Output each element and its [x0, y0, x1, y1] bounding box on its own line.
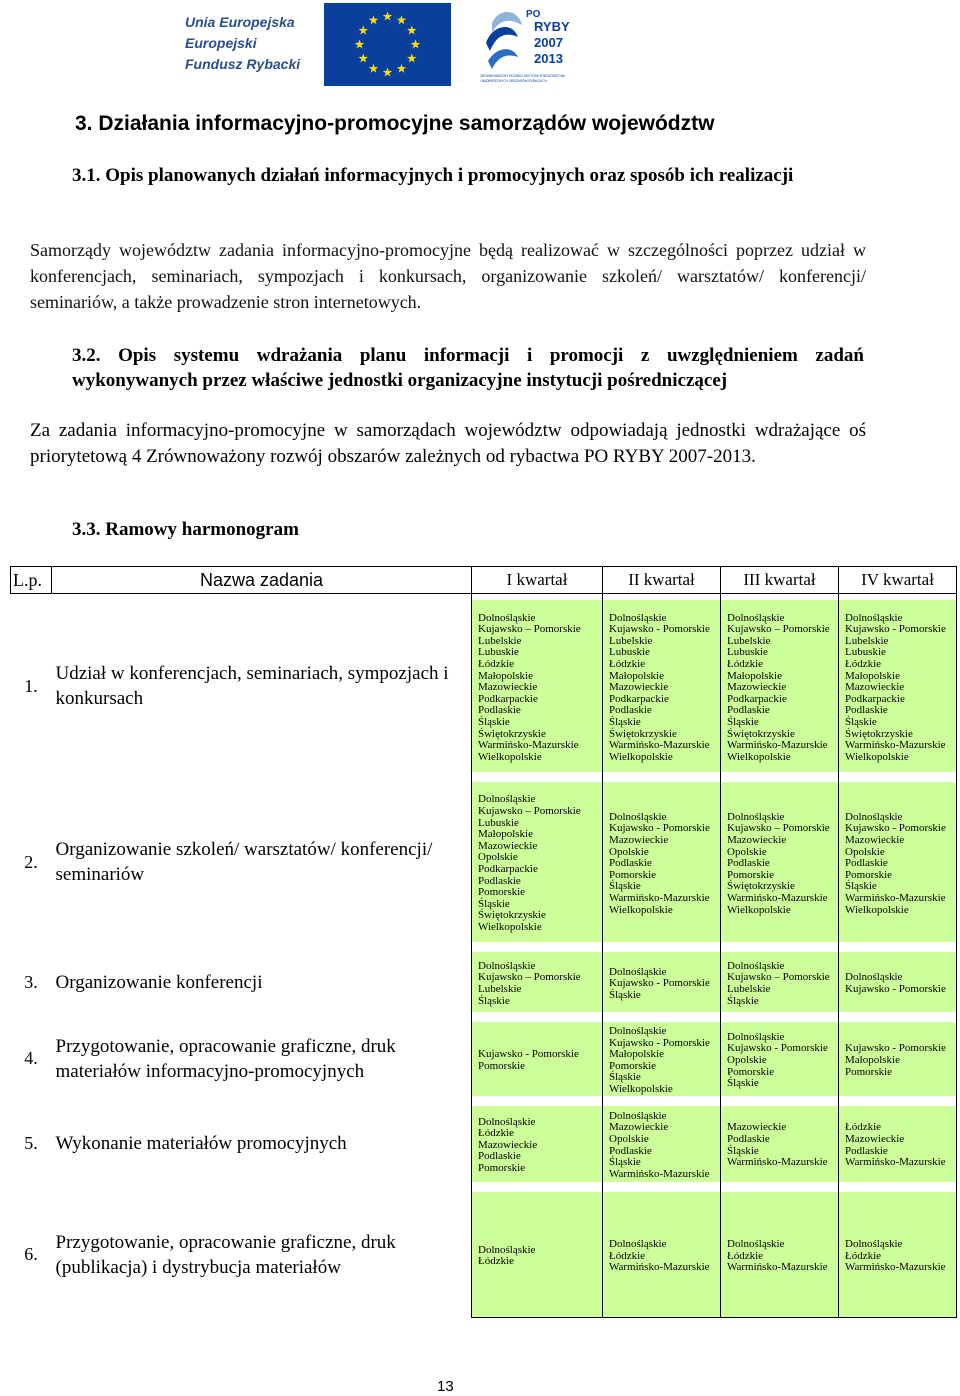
eu-fund-logo-text — [185, 12, 300, 75]
region-name: Dolnośląskie — [478, 959, 536, 972]
table-row — [11, 1106, 957, 1182]
region-name: Małopolskie — [609, 1048, 664, 1061]
region-name: Świętokrzyskie — [478, 909, 546, 922]
region-name: Wielkopolskie — [609, 750, 673, 763]
region-name: Małopolskie — [727, 669, 782, 682]
eu-star-icon — [407, 54, 417, 63]
task-name: Organizowanie szkoleń/ warsztatów/ konferencji/ seminariów — [55, 839, 433, 885]
region-name: Podlaskie — [727, 704, 770, 717]
region-name: Łódzkie — [478, 1255, 515, 1268]
region-name: Pomorskie — [727, 1065, 775, 1078]
task-name: Organizowanie konferencji — [55, 971, 263, 993]
region-name: Podkarpackie — [845, 692, 905, 705]
region-name: Podlaskie — [478, 1150, 521, 1163]
row-number: 1. — [24, 675, 38, 696]
task-name: Wykonanie materiałów promocyjnych — [55, 1133, 347, 1155]
region-name: Dolnośląskie — [609, 1237, 667, 1250]
quarter-regions-q2 — [603, 1022, 721, 1096]
subsection-title-3-1: 3.1. Opis planowanych działań informacyjnych i promocyjnych oraz sposób ich realizacji — [72, 165, 794, 186]
eu-star-icon — [355, 40, 365, 49]
row-number: 6. — [24, 1244, 38, 1265]
region-name: Podlaskie — [609, 857, 652, 870]
region-name: Lubuskie — [478, 646, 519, 659]
table-row — [11, 782, 957, 942]
region-name: Dolnośląskie — [609, 1109, 667, 1122]
region-name: Kujawsko – Pomorskie — [727, 623, 830, 636]
header-lp: L.p. — [11, 567, 52, 594]
region-name: Wielkopolskie — [609, 903, 673, 916]
region-name: Dolnośląskie — [609, 1025, 667, 1037]
region-name: Warmińsko-Mazurskie — [609, 1261, 710, 1274]
header-q1: I kwartał — [472, 567, 603, 594]
region-name: Pomorskie — [845, 868, 893, 881]
region-name: Pomorskie — [727, 868, 775, 881]
table-spacer-row — [11, 1012, 957, 1022]
region-name: Dolnośląskie — [727, 810, 785, 823]
region-name: Kujawsko - Pomorskie — [609, 1036, 710, 1049]
quarter-regions-q4 — [839, 1192, 957, 1318]
quarter-regions-q3 — [721, 1106, 839, 1182]
region-name: Śląskie — [478, 897, 510, 910]
quarter-regions-q2 — [603, 600, 721, 772]
region-name: Dolnośląskie — [609, 965, 667, 978]
eu-star-icon — [397, 64, 407, 73]
paragraph-3-2: Za zadania informacyjno-promocyjne w samorządach województw odpowiadają jednostki wdrażające oś priorytetową 4 Zrównoważony rozwój obszarów zależnych od rybactwa PO RYBY 2007-2013. — [30, 420, 866, 467]
page-number: 13 — [437, 1378, 454, 1395]
region-name: Kujawsko - Pomorskie — [609, 977, 710, 990]
quarter-regions-q4 — [839, 782, 957, 942]
region-name: Lubelskie — [845, 634, 889, 647]
region-name: Małopolskie — [478, 669, 533, 682]
region-name: Śląskie — [727, 1077, 759, 1090]
region-name: Pomorskie — [478, 1059, 526, 1072]
quarter-regions-q1 — [472, 1192, 603, 1318]
schedule-table — [10, 566, 956, 1318]
region-name: Podlaskie — [727, 857, 770, 870]
region-name: Warmińsko-Mazurskie — [727, 1261, 828, 1274]
quarter-regions-q1 — [472, 1022, 603, 1096]
region-name: Mazowieckie — [609, 1121, 669, 1134]
table-header-row — [11, 567, 957, 594]
task-name: Przygotowanie, opracowanie graficzne, druk (publikacja) i dystrybucja materiałów — [55, 1231, 396, 1278]
header-q4: IV kwartał — [839, 567, 957, 594]
quarter-regions-q4 — [839, 1106, 957, 1182]
region-name: Kujawsko - Pomorskie — [609, 623, 710, 636]
svg-text:PO: PO — [526, 9, 541, 20]
region-name: Łódzkie — [845, 1249, 882, 1262]
header-q2: II kwartał — [603, 567, 721, 594]
table-row — [11, 952, 957, 1012]
region-name: Pomorskie — [609, 868, 657, 881]
region-name: Lubuskie — [478, 816, 519, 829]
quarter-regions-q3 — [721, 952, 839, 1012]
region-name: Lubelskie — [609, 634, 653, 647]
region-name: Pomorskie — [478, 886, 526, 899]
svg-text:RYBY: RYBY — [534, 19, 570, 34]
region-name: Dolnośląskie — [478, 611, 536, 624]
region-name: Warmińsko-Mazurskie — [845, 891, 946, 904]
region-name: Podkarpackie — [609, 692, 669, 705]
region-name: Śląskie — [609, 715, 641, 728]
region-name: Podlaskie — [478, 704, 521, 717]
region-name: Dolnośląskie — [609, 810, 667, 823]
region-name: Mazowieckie — [727, 834, 787, 847]
region-name: Mazowieckie — [478, 681, 538, 694]
quarter-regions-q1 — [472, 952, 603, 1012]
region-name: Warmińsko-Mazurskie — [845, 1261, 946, 1274]
header-task-name: Nazwa zadania — [52, 567, 472, 594]
quarter-regions-q2 — [603, 1106, 721, 1182]
eu-flag-icon — [324, 3, 451, 86]
region-name: Opolskie — [727, 1053, 767, 1066]
row-number: 4. — [24, 1048, 38, 1069]
region-name: Śląskie — [727, 1144, 759, 1157]
region-name: Wielkopolskie — [845, 903, 909, 916]
quarter-regions-q1 — [472, 1106, 603, 1182]
region-name: Warmińsko-Mazurskie — [727, 739, 828, 752]
region-name: Dolnośląskie — [845, 810, 903, 823]
quarter-regions-q4 — [839, 600, 957, 772]
region-name: Świętokrzyskie — [727, 727, 795, 740]
region-name: Lubelskie — [727, 634, 771, 647]
region-name: Mazowieckie — [727, 1121, 787, 1134]
region-name: Dolnośląskie — [845, 1237, 903, 1250]
region-name: Świętokrzyskie — [478, 727, 546, 740]
eu-text-line: Unia Europejska — [185, 14, 295, 30]
region-name: Łódzkie — [845, 1121, 882, 1134]
region-name: Śląskie — [478, 715, 510, 728]
region-name: Świętokrzyskie — [727, 880, 795, 893]
region-name: Mazowieckie — [478, 1138, 538, 1151]
quarter-regions-q2 — [603, 782, 721, 942]
region-name: Lubuskie — [727, 646, 768, 659]
eu-star-icon — [359, 54, 369, 63]
table-spacer-row — [11, 942, 957, 952]
table-row — [11, 600, 957, 772]
row-number: 5. — [24, 1133, 38, 1154]
region-name: Mazowieckie — [478, 839, 538, 852]
row-number: 2. — [24, 851, 38, 872]
region-name: Śląskie — [609, 1071, 641, 1084]
region-name: Śląskie — [845, 880, 877, 893]
region-name: Dolnośląskie — [609, 611, 667, 624]
region-name: Śląskie — [609, 1156, 641, 1169]
region-name: Lubelskie — [478, 983, 522, 995]
region-name: Świętokrzyskie — [845, 727, 913, 740]
eu-star-icon — [369, 64, 379, 73]
eu-star-icon — [407, 26, 417, 35]
quarter-regions-q2 — [603, 952, 721, 1012]
region-name: Dolnośląskie — [727, 959, 785, 972]
row-number: 3. — [24, 971, 38, 992]
region-name: Kujawsko - Pomorskie — [727, 1042, 828, 1055]
quarter-regions-q3 — [721, 600, 839, 772]
region-name: Podlaskie — [845, 857, 888, 870]
region-name: Podkarpackie — [478, 863, 538, 875]
region-name: Dolnośląskie — [478, 1115, 536, 1128]
region-name: Opolskie — [478, 851, 518, 864]
region-name: Dolnośląskie — [478, 793, 536, 806]
region-name: Podlaskie — [609, 704, 652, 717]
region-name: Podlaskie — [845, 704, 888, 717]
region-name: Mazowieckie — [609, 681, 669, 694]
eu-text-line: Europejski — [185, 35, 257, 51]
quarter-regions-q3 — [721, 1022, 839, 1096]
region-name: Lubelskie — [727, 983, 771, 995]
region-name: Kujawsko - Pomorskie — [478, 1048, 579, 1061]
region-name: Mazowieckie — [845, 1132, 905, 1145]
region-name: Lubuskie — [609, 646, 650, 659]
table-row — [11, 1022, 957, 1096]
region-name: Dolnośląskie — [845, 611, 903, 624]
region-name: Dolnośląskie — [478, 1243, 536, 1256]
task-name: Udział w konferencjach, seminariach, sympozjach i konkursach — [55, 663, 449, 709]
svg-text:2007: 2007 — [534, 35, 563, 50]
region-name: Warmińsko-Mazurskie — [609, 739, 710, 752]
region-name: Małopolskie — [845, 1053, 900, 1066]
section-title: 3. Działania informacyjno-promocyjne samorządów województw — [75, 112, 715, 135]
region-name: Mazowieckie — [845, 834, 905, 847]
region-name: Wielkopolskie — [478, 920, 542, 933]
region-name: Łódzkie — [609, 658, 646, 671]
region-name: Podkarpackie — [478, 692, 538, 705]
region-name: Warmińsko-Mazurskie — [845, 1156, 946, 1169]
region-name: Śląskie — [478, 994, 510, 1007]
region-name: Lubelskie — [478, 634, 522, 647]
region-name: Warmińsko-Mazurskie — [609, 1167, 710, 1180]
region-name: Kujawsko – Pomorskie — [478, 805, 581, 818]
region-name: Opolskie — [845, 845, 885, 858]
region-name: Mazowieckie — [727, 681, 787, 694]
region-name: Łódzkie — [727, 658, 764, 671]
region-name: Opolskie — [609, 845, 649, 858]
region-name: Dolnośląskie — [727, 1030, 785, 1043]
eu-star-icon — [383, 68, 393, 77]
paragraph-3-1: Samorządy województw zadania informacyjno-promocyjne będą realizować w szczególności poprzez udział w konferencjach, seminariach, sympozjach i konkursach, organizowanie szkoleń/ warsztatów/ konferencji/ seminariów, a także prowadzenie stron internetowych. — [30, 240, 866, 312]
region-name: Kujawsko - Pomorskie — [845, 623, 946, 636]
region-name: Kujawsko – Pomorskie — [727, 971, 830, 984]
region-name: Kujawsko – Pomorskie — [478, 971, 581, 984]
region-name: Warmińsko-Mazurskie — [609, 891, 710, 904]
region-name: Wielkopolskie — [727, 750, 791, 763]
region-name: Małopolskie — [845, 669, 900, 682]
region-name: Pomorskie — [845, 1065, 893, 1078]
region-name: Dolnośląskie — [727, 611, 785, 624]
region-name: Wielkopolskie — [845, 750, 909, 763]
region-name: Łódzkie — [609, 1249, 646, 1262]
svg-text:I NADBRZEŻNYCH OBSZARÓW RYBACK: I NADBRZEŻNYCH OBSZARÓW RYBACKICH — [480, 79, 547, 83]
region-name: Śląskie — [845, 715, 877, 728]
quarter-regions-q1 — [472, 782, 603, 942]
quarter-regions-q4 — [839, 952, 957, 1012]
quarter-regions-q1 — [472, 600, 603, 772]
table-spacer-row — [11, 1182, 957, 1192]
task-name: Przygotowanie, opracowanie graficzne, druk materiałów informacyjno-promocyjnych — [55, 1035, 396, 1082]
svg-text:ZRÓWNOWAŻONY ROZWÓJ SEKTORA RY: ZRÓWNOWAŻONY ROZWÓJ SEKTORA RYBOŁÓWSTWA — [480, 74, 566, 78]
quarter-regions-q4 — [839, 1022, 957, 1096]
region-name: Podlaskie — [845, 1144, 888, 1157]
region-name: Kujawsko - Pomorskie — [845, 1042, 946, 1055]
region-name: Kujawsko - Pomorskie — [609, 822, 710, 835]
region-name: Małopolskie — [609, 669, 664, 682]
eu-star-icon — [411, 40, 421, 49]
region-name: Wielkopolskie — [609, 1082, 673, 1095]
region-name: Kujawsko - Pomorskie — [845, 822, 946, 835]
region-name: Pomorskie — [478, 1161, 526, 1174]
table-spacer-row — [11, 772, 957, 782]
quarter-regions-q3 — [721, 1192, 839, 1318]
region-name: Łódzkie — [478, 658, 515, 671]
region-name: Podlaskie — [727, 1132, 770, 1145]
subsection-title-3-3: 3.3. Ramowy harmonogram — [72, 519, 299, 540]
region-name: Podlaskie — [609, 1144, 652, 1157]
region-name: Dolnośląskie — [727, 1237, 785, 1250]
region-name: Śląskie — [727, 994, 759, 1007]
region-name: Kujawsko – Pomorskie — [478, 623, 581, 636]
region-name: Wielkopolskie — [727, 903, 791, 916]
region-name: Łódzkie — [727, 1249, 764, 1262]
table-spacer-row — [11, 1096, 957, 1106]
region-name: Śląskie — [609, 988, 641, 1001]
eu-star-icon — [369, 15, 379, 24]
region-name: Śląskie — [727, 715, 759, 728]
region-name: Kujawsko – Pomorskie — [727, 822, 830, 835]
region-name: Pomorskie — [609, 1059, 657, 1072]
eu-star-icon — [397, 15, 407, 24]
quarter-regions-q3 — [721, 782, 839, 942]
region-name: Warmińsko-Mazurskie — [727, 891, 828, 904]
po-ryby-logo — [478, 3, 570, 86]
eu-star-icon — [359, 26, 369, 35]
region-name: Dolnośląskie — [845, 971, 903, 984]
subsection-title-3-2: 3.2. Opis systemu wdrażania planu informacji i promocji z uwzględnieniem zadań wykonywanych przez właściwe jednostki organizacyjne instytucji pośredniczącej — [72, 345, 864, 391]
region-name: Opolskie — [609, 1132, 649, 1145]
region-name: Podkarpackie — [727, 692, 787, 705]
eu-text-line: Fundusz Rybacki — [185, 56, 301, 72]
region-name: Opolskie — [727, 845, 767, 858]
region-name: Warmińsko-Mazurskie — [727, 1156, 828, 1169]
region-name: Warmińsko-Mazurskie — [478, 739, 579, 752]
region-name: Podlaskie — [478, 874, 521, 887]
region-name: Mazowieckie — [845, 681, 905, 694]
region-name: Lubuskie — [845, 646, 886, 659]
region-name: Świętokrzyskie — [609, 727, 677, 740]
region-name: Łódzkie — [845, 658, 882, 671]
region-name: Wielkopolskie — [478, 750, 542, 763]
quarter-regions-q2 — [603, 1192, 721, 1318]
region-name: Łódzkie — [478, 1127, 515, 1140]
svg-text:2013: 2013 — [534, 51, 563, 66]
region-name: Mazowieckie — [609, 834, 669, 847]
eu-star-icon — [383, 12, 393, 21]
region-name: Śląskie — [609, 880, 641, 893]
region-name: Kujawsko - Pomorskie — [845, 983, 946, 995]
region-name: Warmińsko-Mazurskie — [845, 739, 946, 752]
region-name: Małopolskie — [478, 828, 533, 841]
header-q3: III kwartał — [721, 567, 839, 594]
table-row — [11, 1192, 957, 1318]
